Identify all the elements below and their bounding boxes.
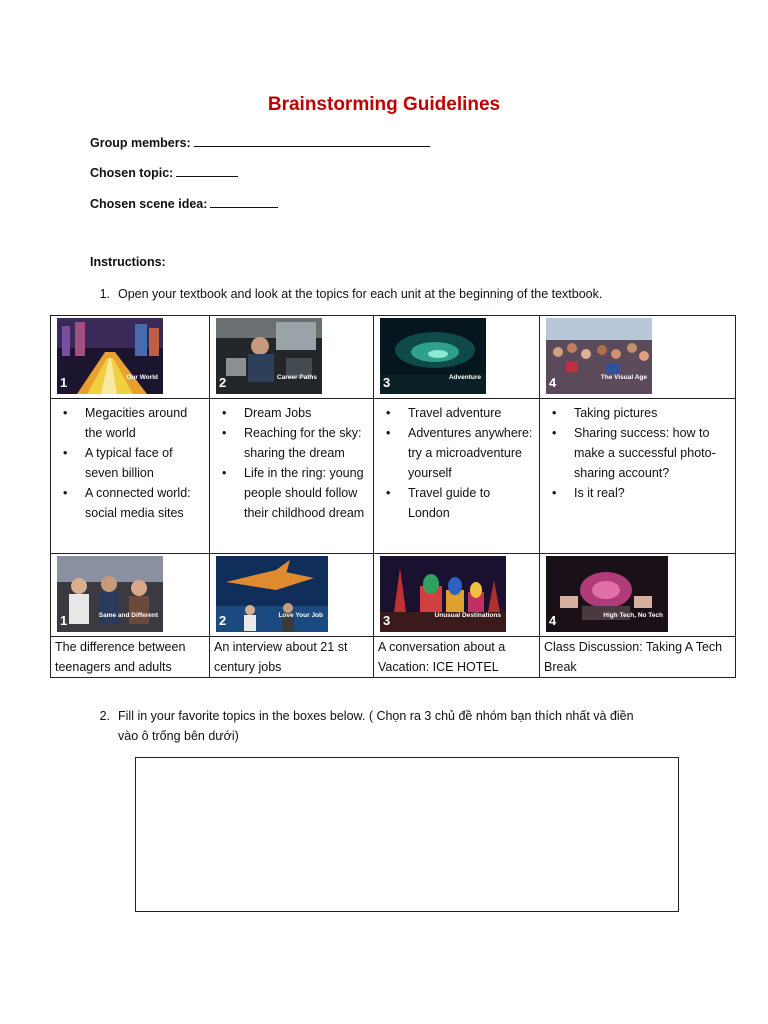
row-2-topics bbox=[51, 637, 736, 678]
step-2-line-2: vào ô trống bên dưới) bbox=[118, 729, 239, 743]
unit-3b-image-cell bbox=[374, 554, 540, 637]
our-world-thumbnail bbox=[57, 318, 163, 394]
unit-4-topics bbox=[540, 399, 736, 554]
unit-3-image-cell bbox=[374, 316, 540, 399]
unit-number: 1 bbox=[60, 613, 68, 628]
unit-1b-text bbox=[51, 637, 210, 678]
unit-2-topics bbox=[210, 399, 374, 554]
answer-box[interactable] bbox=[135, 757, 679, 912]
unit-1b-image-cell bbox=[51, 554, 210, 637]
unit-4b-image-cell bbox=[540, 554, 736, 637]
unit-3-topics bbox=[374, 399, 540, 554]
unit-2b-text bbox=[210, 637, 374, 678]
step-1 bbox=[82, 284, 602, 304]
group-members-label: Group members: bbox=[90, 136, 191, 150]
page-title: Brainstorming Guidelines bbox=[267, 94, 501, 115]
list-item: • Megacities around the world bbox=[85, 403, 205, 443]
topic-text: An interview about 21 st century jobs bbox=[214, 640, 348, 674]
list-item: • A typical face of seven billion bbox=[85, 443, 205, 483]
career-paths-thumbnail bbox=[216, 318, 322, 394]
instructions-heading: Instructions: bbox=[90, 255, 166, 269]
step-1-text: Open your textbook and look at the topics for each unit at the beginning of the textbook. bbox=[118, 287, 603, 301]
row-1-images bbox=[51, 316, 736, 399]
list-item: • Sharing success: how to make a successful photo-sharing account? bbox=[574, 423, 731, 483]
unit-number: 2 bbox=[219, 375, 227, 390]
unit-4b-text bbox=[540, 637, 736, 678]
unit-caption: Love Your Job bbox=[278, 612, 323, 619]
list-item: • Adventures anywhere: try a microadventure yourself bbox=[408, 423, 535, 483]
same-and-different-thumbnail bbox=[57, 556, 163, 632]
chosen-scene-label: Chosen scene idea: bbox=[90, 197, 208, 211]
unit-caption: Adventure bbox=[448, 374, 481, 381]
unit-number: 3 bbox=[383, 375, 391, 390]
row-2-images bbox=[51, 554, 736, 637]
unit-1-topics bbox=[51, 399, 210, 554]
unit-caption: High Tech, No Tech bbox=[603, 612, 663, 619]
chosen-scene-blank[interactable] bbox=[210, 195, 278, 208]
step-1-number: 1. bbox=[99, 287, 110, 301]
chosen-topic-field bbox=[90, 164, 238, 180]
high-tech-no-tech-thumbnail bbox=[546, 556, 668, 632]
chosen-topic-label: Chosen topic: bbox=[90, 166, 174, 180]
unit-caption: Career Paths bbox=[276, 374, 317, 381]
list-item: • A connected world: social media sites bbox=[85, 483, 205, 523]
unit-2b-image-cell bbox=[210, 554, 374, 637]
group-members-blank[interactable] bbox=[194, 134, 430, 147]
step-2 bbox=[82, 706, 634, 746]
unit-caption: The Visual Age bbox=[600, 374, 647, 381]
visual-age-thumbnail bbox=[546, 318, 652, 394]
chosen-topic-blank[interactable] bbox=[176, 164, 238, 177]
chosen-scene-field bbox=[90, 195, 278, 211]
unit-1-image-cell bbox=[51, 316, 210, 399]
unit-caption: Unusual Destinations bbox=[434, 612, 501, 619]
step-2-line-1: Fill in your favorite topics in the boxes below. ( Chọn ra 3 chủ đề nhóm bạn thích nhất và điền bbox=[118, 709, 634, 723]
topics-table bbox=[50, 315, 736, 678]
adventure-thumbnail bbox=[380, 318, 486, 394]
list-item: • Travel adventure bbox=[408, 403, 535, 423]
step-2-number: 2. bbox=[99, 709, 110, 723]
unit-2-image-cell bbox=[210, 316, 374, 399]
list-item: • Dream Jobs bbox=[244, 403, 369, 423]
unit-number: 4 bbox=[549, 613, 557, 628]
list-item: • Is it real? bbox=[574, 483, 731, 503]
topic-text: A conversation about a Vacation: ICE HOTEL bbox=[378, 640, 506, 674]
list-item: • Taking pictures bbox=[574, 403, 731, 423]
unit-number: 1 bbox=[60, 375, 68, 390]
unit-number: 4 bbox=[549, 375, 557, 390]
unit-caption: Same and Different bbox=[98, 612, 158, 619]
group-members-field bbox=[90, 134, 430, 150]
list-item: • Travel guide to London bbox=[408, 483, 535, 523]
step-2-text bbox=[118, 706, 634, 746]
topic-text: Class Discussion: Taking A Tech Break bbox=[544, 640, 723, 674]
unit-4-image-cell bbox=[540, 316, 736, 399]
list-item: • Reaching for the sky: sharing the dream bbox=[244, 423, 369, 463]
unit-caption: Our World bbox=[126, 374, 158, 381]
unit-number: 3 bbox=[383, 613, 391, 628]
list-item: • Life in the ring: young people should follow their childhood dream bbox=[244, 463, 369, 523]
row-1-topics bbox=[51, 399, 736, 554]
unit-number: 2 bbox=[219, 613, 227, 628]
unit-3b-text bbox=[374, 637, 540, 678]
topic-text: The difference between teenagers and adults bbox=[55, 640, 186, 674]
unusual-destinations-thumbnail bbox=[380, 556, 506, 632]
love-your-job-thumbnail bbox=[216, 556, 328, 632]
